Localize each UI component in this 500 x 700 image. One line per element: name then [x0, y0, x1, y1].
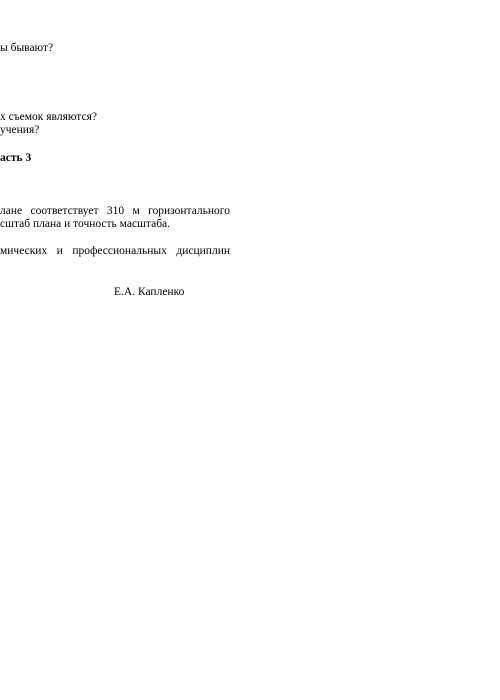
question-text-fragment: учения? — [0, 124, 40, 136]
task-text-line: сштаб плана и точность масштаба. — [0, 218, 171, 230]
question-text-fragment: ы бывают? — [0, 42, 54, 54]
section-heading: асть 3 — [0, 152, 32, 164]
task-text-line: лане соответствует 310 м горизонтального — [0, 205, 230, 217]
question-text-fragment: х съемок являются? — [0, 111, 97, 123]
signature-name: Е.А. Капленко — [114, 286, 185, 298]
discipline-text-line: мических и профессиональных дисциплин — [0, 245, 230, 257]
